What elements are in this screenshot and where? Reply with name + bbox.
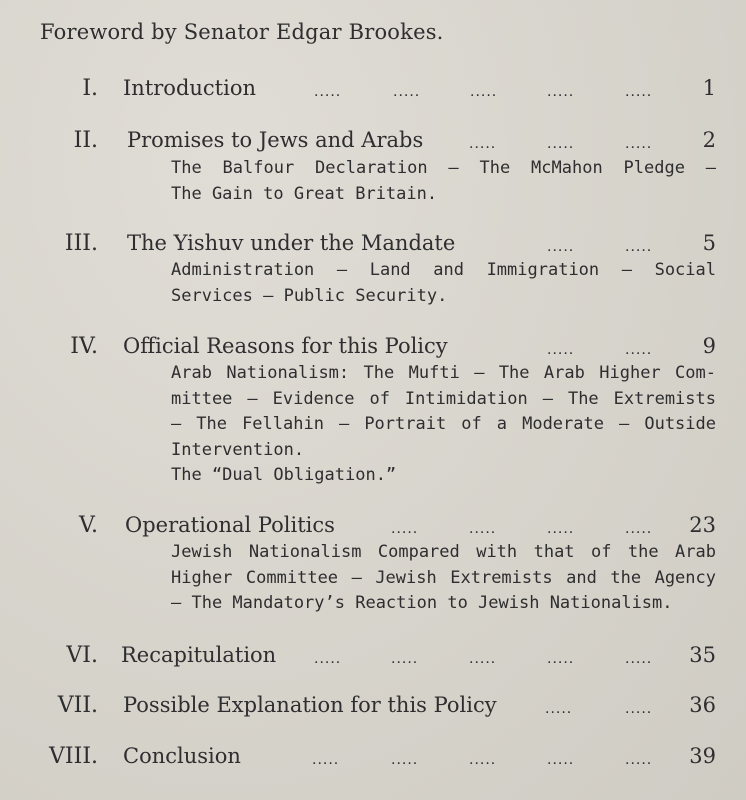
subtopic-line: Services — Public Security.	[171, 285, 448, 306]
subtopic-line: The “Dual Obligation.”	[171, 465, 397, 485]
chapter-title: Official Reasons for this Policy	[123, 334, 448, 358]
leader-dots: .....	[314, 84, 342, 100]
chapter-number: VII.	[57, 693, 98, 718]
leader-dots: .....	[625, 342, 653, 358]
chapter-title: Conclusion	[123, 744, 241, 768]
subtopic-line: The Gain to Great Britain.	[171, 183, 438, 204]
page-number: 35	[689, 643, 716, 667]
chapter-subtopics	[171, 540, 716, 617]
leader-dots: .....	[469, 521, 497, 537]
subtopic-line: — The Fellahin — Portrait of a Moderate — Outside	[171, 414, 716, 434]
page-number: 36	[689, 693, 716, 717]
chapter-title: Possible Explanation for this Policy	[123, 693, 497, 717]
subtopic-line: Intervention.	[171, 439, 305, 460]
chapter-title: Promises to Jews and Arabs	[127, 128, 424, 152]
chapter-title: Operational Politics	[125, 513, 335, 537]
chapter-subtopics	[171, 258, 716, 309]
subtopic-line: Arab Nationalism: The Mufti — The Arab Higher Com-	[171, 363, 716, 383]
leader-dots: .....	[547, 84, 575, 100]
leader-dots: .....	[625, 84, 653, 100]
subtopic-line: Administration — Land and Immigration — Social	[171, 260, 716, 280]
page-number: 1	[702, 76, 716, 100]
leader-dots: .....	[547, 239, 575, 255]
page-number: 39	[689, 744, 716, 768]
leader-dots: .....	[625, 521, 653, 537]
chapter-subtopics	[171, 361, 716, 489]
chapter-title: Recapitulation	[121, 643, 277, 667]
leader-dots: .....	[314, 651, 342, 667]
foreword-line: Foreword by Senator Edgar Brookes.	[40, 20, 444, 44]
page-number: 23	[689, 513, 716, 537]
leader-dots: .....	[545, 701, 573, 717]
leader-dots: .....	[470, 84, 498, 100]
chapter-number: VI.	[66, 643, 98, 668]
leader-dots: .....	[469, 651, 497, 667]
chapter-number: VIII.	[49, 744, 98, 769]
chapter-number: III.	[64, 231, 98, 256]
page-number: 9	[702, 334, 716, 358]
subtopic-line: The Balfour Declaration — The McMahon Pledge —	[171, 158, 716, 178]
subtopic-line: mittee — Evidence of Intimidation — The Extremists	[171, 388, 716, 409]
leader-dots: .....	[625, 136, 653, 152]
leader-dots: .....	[625, 651, 653, 667]
subtopic-line: — The Mandatory’s Reaction to Jewish Nationalism.	[171, 593, 673, 613]
leader-dots: .....	[312, 752, 340, 768]
leader-dots: .....	[393, 84, 421, 100]
leader-dots: .....	[547, 136, 575, 152]
leader-dots: .....	[391, 521, 419, 537]
page-number: 5	[702, 231, 716, 255]
chapter-number: IV.	[70, 334, 98, 359]
chapter-subtopics	[171, 156, 716, 207]
leader-dots: .....	[547, 752, 575, 768]
chapter-number: I.	[82, 76, 98, 101]
page-number: 2	[702, 128, 716, 152]
chapter-title: The Yishuv under the Mandate	[127, 231, 456, 255]
leader-dots: .....	[625, 701, 653, 717]
chapter-number: V.	[78, 513, 98, 538]
leader-dots: .....	[625, 239, 653, 255]
leader-dots: .....	[625, 752, 653, 768]
chapter-title: Introduction	[123, 76, 256, 100]
chapter-number: II.	[73, 128, 98, 153]
leader-dots: .....	[547, 521, 575, 537]
leader-dots: .....	[391, 651, 419, 667]
subtopic-line: Jewish Nationalism Compared with that of the Arab	[171, 542, 716, 562]
leader-dots: .....	[469, 136, 497, 152]
subtopic-line: Higher Committee — Jewish Extremists and the Agency	[171, 567, 716, 588]
leader-dots: .....	[547, 651, 575, 667]
leader-dots: .....	[391, 752, 419, 768]
leader-dots: .....	[547, 342, 575, 358]
leader-dots: .....	[469, 752, 497, 768]
